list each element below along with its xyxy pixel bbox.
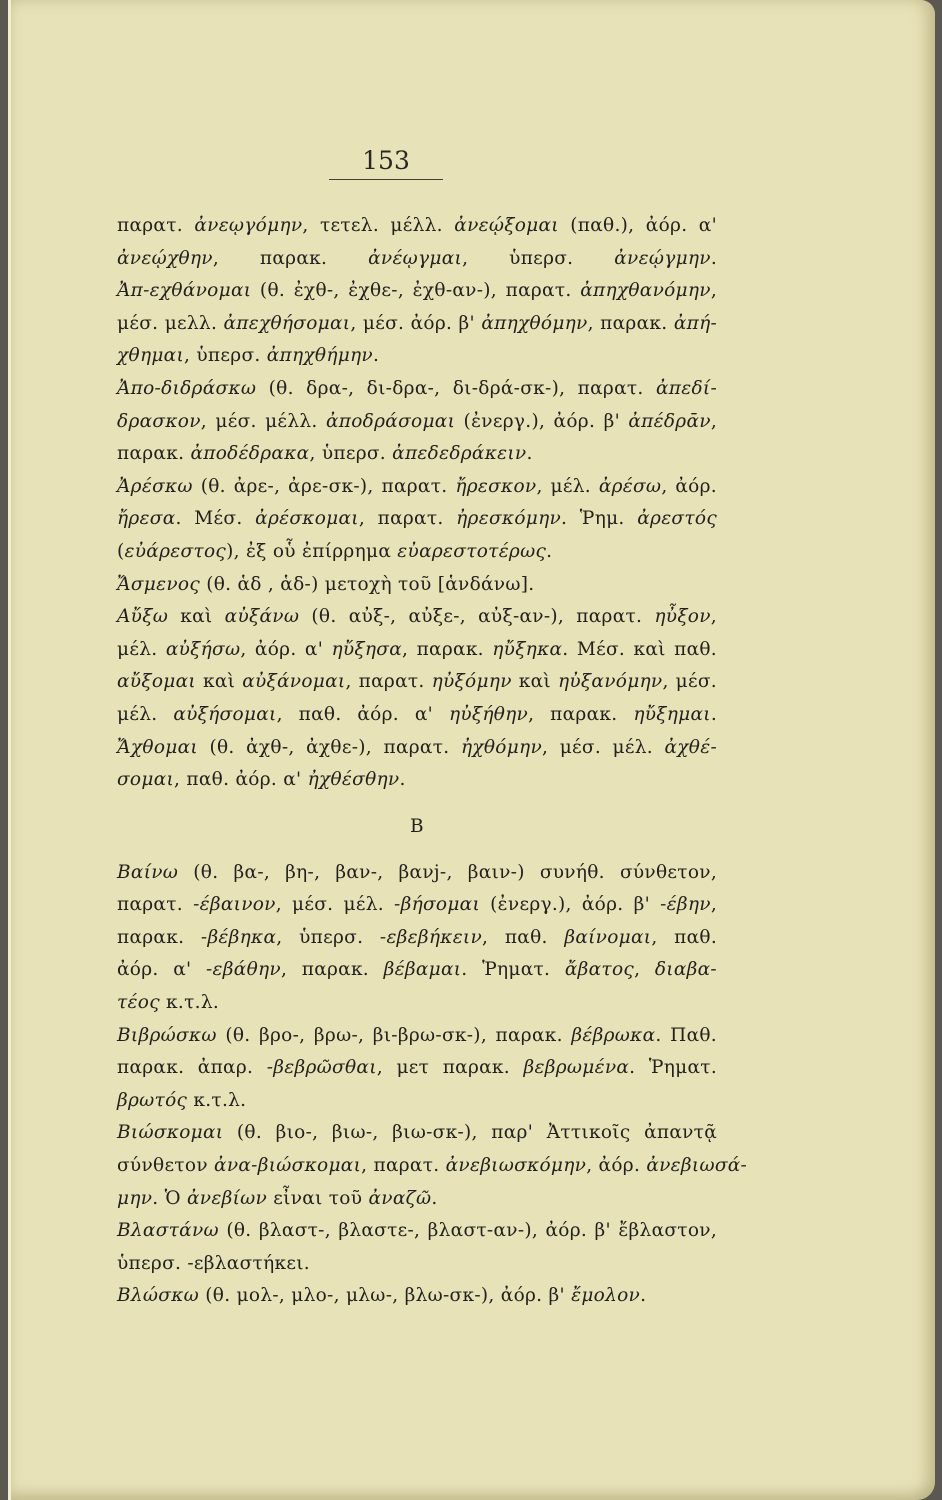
text-run: (θ. βλαστ-, βλαστε-, βλαστ-αν-), ἀόρ. β' ἔβλαστον,: [218, 1220, 717, 1242]
greek-term: -έβην: [660, 894, 711, 916]
text-line: [117, 699, 717, 732]
text-run: . Ῥηματ.: [629, 1057, 717, 1079]
greek-term: Βαίνω: [117, 861, 179, 883]
greek-term: -έβαινον: [193, 894, 276, 916]
text-run: , ἀόρ.: [586, 1155, 647, 1177]
greek-term: ἀνεβιωσά-: [646, 1155, 748, 1177]
greek-term: εὐάρεστος: [124, 540, 227, 562]
text-run: κ.τ.λ.: [187, 1089, 247, 1111]
greek-term: Βιώσκομαι: [117, 1122, 224, 1144]
text-run: , παρακ.: [528, 703, 634, 725]
text-line: [117, 406, 717, 439]
text-line: [117, 987, 717, 1020]
greek-term: -βήσομαι: [394, 894, 481, 916]
greek-term: ἀπηχθανόμην: [580, 280, 711, 302]
greek-term: ἀπεδί-: [655, 377, 717, 399]
greek-term: χθημαι: [117, 345, 185, 367]
text-run: μέλ.: [117, 703, 174, 725]
text-line: [117, 954, 717, 987]
greek-term: ηὐξόμην: [431, 671, 512, 693]
text-line: [117, 1150, 748, 1183]
text-line: [117, 1117, 717, 1150]
greek-term: Ἄχθομαι: [117, 736, 198, 758]
text-run: μέλ.: [117, 638, 166, 660]
greek-term: ἠχθόμην: [460, 736, 542, 758]
greek-term: εὐαρεστοτέρως: [397, 540, 547, 562]
text-line: [117, 1215, 717, 1248]
text-run: , ἀόρ. α': [240, 638, 332, 660]
text-run: .: [372, 345, 380, 367]
greek-term: -εβάθην: [206, 959, 281, 981]
greek-term: Βιβρώσκω: [117, 1024, 217, 1046]
text-run: , παθ. ἀόρ. α': [276, 703, 449, 725]
text-run: (θ. βιο-, βιω-, βιω-σκ-), παρ' Ἀττικοῖς ἀπαντᾷ: [223, 1122, 717, 1144]
greek-term: δρασκον: [117, 410, 201, 432]
text-run: σύνθετον: [117, 1155, 215, 1177]
text-run: . Ὁ: [152, 1187, 188, 1209]
text-run: , ὑπερσ.: [276, 926, 380, 948]
text-run: μέσ. μελλ.: [117, 312, 224, 334]
text-run: κ.τ.λ.: [159, 992, 220, 1014]
text-run: , παθ. ἀόρ. α': [174, 769, 308, 791]
text-run: καὶ: [195, 671, 243, 693]
text-run: , μετ παρακ.: [376, 1057, 524, 1079]
greek-term: αὐξήσομαι: [173, 703, 277, 725]
text-run: ,: [710, 280, 717, 302]
greek-term: ἀπηχθήμην: [266, 345, 373, 367]
text-run: (παθ.), ἀόρ. α': [558, 215, 717, 236]
greek-term: ηὖξον: [654, 606, 711, 628]
text-run: , παρατ.: [361, 1155, 446, 1177]
text-line: [117, 634, 717, 667]
text-run: παρακ.: [117, 443, 191, 465]
text-run: (θ. αὐξ-, αὐξε-, αὐξ-αν-), παρατ.: [299, 606, 655, 628]
text-line: [117, 922, 717, 955]
greek-term: ἠχθέσθην: [307, 769, 400, 791]
text-run: ,: [710, 410, 718, 432]
greek-term: Ἀπο-διδράσκω: [117, 377, 257, 399]
text-run: παρατ.: [117, 894, 194, 916]
text-line: [117, 503, 717, 536]
greek-term: ἀνέῳγμαι: [368, 247, 463, 269]
text-run: , παθ.: [482, 926, 565, 948]
text-line: [117, 373, 717, 406]
text-run: .: [526, 443, 533, 465]
greek-term: ἀχθέ-: [664, 736, 718, 758]
text-run: (θ. ἁδ , ἁδ-) μετοχὴ τοῦ [ἁνδάνω].: [200, 573, 535, 595]
text-run: . Ῥημ.: [561, 508, 638, 530]
text-run: , μέλ.: [536, 475, 599, 497]
text-line: [117, 1183, 717, 1216]
greek-term: αὐξήσω: [165, 638, 241, 660]
greek-term: ἠρεσκόμην: [456, 508, 562, 530]
text-run: , παρακ.: [280, 959, 384, 981]
text-run: , μέσ.: [662, 671, 717, 693]
text-run: (θ. βα-, βη-, βαν-, βανj-, βαιν-) συνήθ. σύνθετον,: [178, 861, 717, 883]
text-line: [117, 275, 717, 308]
greek-term: σομαι: [117, 769, 175, 791]
text-run: παρακ.: [117, 926, 201, 948]
text-line: [117, 536, 717, 569]
text-run: (θ. ἀχθ-, ἀχθε-), παρατ.: [197, 736, 461, 758]
greek-term: ἔμολον: [571, 1285, 641, 1307]
greek-term: -βέβηκα: [200, 926, 277, 948]
text-line: [117, 438, 717, 471]
text-line: [117, 243, 717, 276]
text-line: [117, 471, 717, 504]
text-run: καὶ: [168, 606, 225, 628]
text-run: , παρακ.: [212, 247, 369, 269]
text-run: , παρατ.: [345, 671, 432, 693]
text-run: (θ. ἀρε-, ἀρε-σκ-), παρατ.: [192, 475, 456, 497]
greek-term: Αὔξω: [117, 606, 169, 628]
text-run: . Μέσ. καὶ παθ.: [562, 638, 717, 660]
section-letter: Β: [410, 815, 424, 837]
text-line: [117, 1280, 717, 1313]
book-page: [8, 0, 935, 1500]
greek-term: ἀπέδρᾱν: [628, 410, 711, 432]
text-run: , ὑπερσ.: [309, 443, 393, 465]
page-number-rule: [329, 179, 443, 180]
text-line: [117, 666, 717, 699]
text-line: [117, 308, 717, 341]
text-line: [117, 210, 717, 243]
greek-term: ἀπεχθήσομαι: [223, 312, 351, 334]
text-run: , ὑπερσ.: [462, 247, 615, 269]
greek-term: ἀνεβιωσκόμην: [445, 1155, 587, 1177]
text-line: [117, 1085, 717, 1118]
greek-term: Ἄσμενος: [117, 573, 201, 595]
greek-term: Ἀρέσκω: [117, 475, 193, 497]
greek-term: μην: [117, 1187, 153, 1209]
greek-term: ἀνα-βιώσκομαι: [214, 1155, 362, 1177]
text-run: , ὑπερσ.: [184, 345, 267, 367]
greek-term: βεβρωμένα: [523, 1057, 630, 1079]
text-line: [117, 569, 717, 602]
text-run: παρακ. ἀπαρ.: [117, 1057, 267, 1079]
text-line: [117, 340, 717, 373]
text-run: .: [546, 540, 553, 562]
text-run: .: [710, 247, 718, 269]
greek-term: ἀρεστός: [637, 508, 717, 530]
text-run: , μέσ. ἀόρ. β': [350, 312, 482, 334]
greek-term: τέος: [117, 992, 160, 1014]
greek-term: ἀπή-: [673, 312, 717, 334]
greek-term: ἤρεσα: [117, 508, 176, 530]
greek-term: ηὔξηκα: [492, 638, 563, 660]
text-line: [117, 1020, 717, 1053]
text-line: [117, 764, 717, 797]
text-run: (ἐνεργ.), ἀόρ. β': [455, 410, 629, 432]
text-run: , μέσ. μέλλ.: [200, 410, 326, 432]
text-run: ,: [710, 894, 718, 916]
greek-term: ἀνεβίων: [187, 1187, 268, 1209]
greek-term: Βλώσκω: [117, 1285, 200, 1307]
text-run: (θ. δρα-, δι-δρα-, δι-δρά-σκ-), παρατ.: [256, 377, 656, 399]
text-run: εἶναι τοῦ: [267, 1187, 369, 1209]
greek-term: ἄβατος: [564, 959, 635, 981]
greek-term: ἀνεῳγόμην: [194, 215, 303, 236]
greek-term: βρωτός: [117, 1089, 188, 1111]
greek-term: ἀρέσω: [598, 475, 662, 497]
greek-term: Βλαστάνω: [117, 1220, 219, 1242]
text-run: καὶ: [511, 671, 558, 693]
greek-term: βαίνομαι: [564, 926, 652, 948]
greek-term: ἀρέσκομαι: [255, 508, 359, 530]
text-run: , παρακ.: [587, 312, 674, 334]
greek-term: αὐξάνω: [224, 606, 300, 628]
greek-term: ἀνεῴξομαι: [454, 215, 559, 236]
page-number: 153: [362, 146, 410, 175]
text-run: ,: [634, 959, 655, 981]
text-line: [117, 889, 717, 922]
greek-term: ἀνεῴγμην: [614, 247, 711, 269]
text-run: , παρατ.: [358, 508, 457, 530]
greek-term: αὔξομαι: [117, 671, 196, 693]
text-run: παρατ.: [117, 215, 195, 236]
text-run: .: [431, 1187, 438, 1209]
greek-term: Ἀπ-εχθάνομαι: [117, 280, 252, 302]
text-run: , ἀόρ.: [661, 475, 717, 497]
text-run: . Ῥηματ.: [461, 959, 565, 981]
text-run: (θ. μολ-, μλο-, μλω-, βλω-σκ-), ἀόρ. β': [199, 1285, 572, 1307]
greek-term: ἤρεσκον: [455, 475, 537, 497]
text-line: [117, 601, 717, 634]
greek-term: ἀναζῶ: [368, 1187, 432, 1209]
greek-term: -εβεβήκειν: [379, 926, 483, 948]
text-run: (θ. βρο-, βρω-, βι-βρω-σκ-), παρακ.: [216, 1024, 572, 1046]
text-run: , τετελ. μέλλ.: [302, 215, 455, 236]
text-line: [117, 857, 717, 890]
text-run: ὑπερσ. -εβλαστήκει.: [117, 1252, 310, 1274]
greek-term: βέβαμαι: [383, 959, 462, 981]
text-run: .: [710, 703, 718, 725]
text-run: .: [399, 769, 406, 791]
text-run: , μέσ. μέλ.: [275, 894, 395, 916]
page-text: [117, 210, 748, 1313]
greek-term: -βεβρῶσθαι: [266, 1057, 377, 1079]
greek-term: βέβρωκα: [571, 1024, 656, 1046]
text-line: [117, 732, 717, 765]
greek-term: ἀνεῴχθην: [117, 247, 213, 269]
text-run: ἀόρ. α': [117, 959, 206, 981]
greek-term: ηὐξήθην: [448, 703, 529, 725]
text-line: [117, 1248, 717, 1281]
text-run: .: [640, 1285, 647, 1307]
greek-term: ἀποδέδρακα: [190, 443, 310, 465]
text-run: , μέσ. μέλ.: [542, 736, 665, 758]
text-line: [117, 1052, 717, 1085]
text-run: (θ. ἐχθ-, ἐχθε-, ἐχθ-αν-), παρατ.: [251, 280, 581, 302]
greek-term: ἀποδράσομαι: [325, 410, 456, 432]
greek-term: ἀπηχθόμην: [481, 312, 588, 334]
greek-term: ηὐξανόμην: [558, 671, 663, 693]
text-run: ,: [710, 606, 717, 628]
greek-term: ἀπεδεδράκειν: [392, 443, 527, 465]
text-run: . Μέσ.: [175, 508, 256, 530]
greek-term: αὐξάνομαι: [242, 671, 346, 693]
greek-term: διαβα-: [654, 959, 717, 981]
text-run: . Παθ.: [655, 1024, 717, 1046]
text-run: , παρακ.: [402, 638, 493, 660]
greek-term: ηὔξησα: [331, 638, 403, 660]
text-run: ), ἐξ οὗ ἐπίρρημα: [226, 540, 398, 562]
text-run: (: [117, 540, 125, 562]
text-run: (ἐνεργ.), ἀόρ. β': [480, 894, 661, 916]
greek-term: ηὔξημαι: [633, 703, 711, 725]
text-run: , παθ.: [651, 926, 717, 948]
